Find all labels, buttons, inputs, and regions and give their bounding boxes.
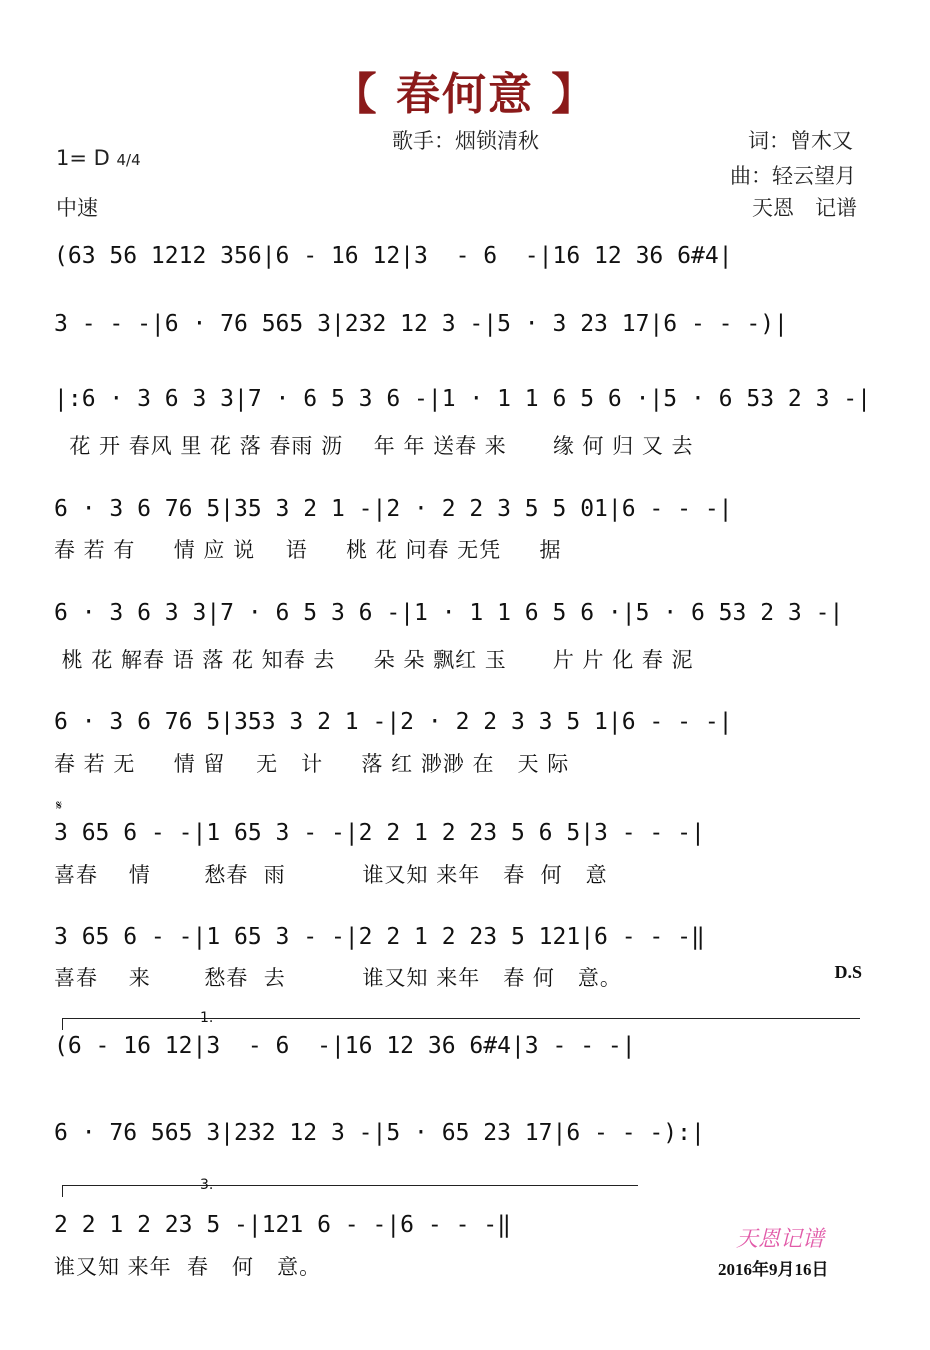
key-signature <box>56 146 141 170</box>
score-row-1: (63 56 1212 356|6 - 16 12|3 - 6 -|16 12 36 6#4| <box>54 243 733 269</box>
lyric-row-5: 桃 花 解春 语 落 花 知春 去 朵 朵 飘红 玉 片 片 化 春 泥 <box>54 648 694 672</box>
transcriber: 天恩 记谱 <box>752 196 857 220</box>
lyricist: 词：曾木又 <box>748 129 853 153</box>
watermark-logo: 天恩记谱 <box>736 1226 825 1251</box>
volta-1-label: 1. <box>200 1010 214 1026</box>
score-row-5: 6 · 3 6 3 3|7 · 6 5 3 6 -|1 · 1 1 6 5 6 ·|5 · 6 53 2 3 -| <box>54 600 844 626</box>
volta-3-hook <box>62 1185 63 1197</box>
score-row-6: 6 · 3 6 76 5|353 3 2 1 -|2 · 2 2 3 3 5 1|6 - - -| <box>54 709 733 735</box>
score-row-11: 2 2 1 2 23 5 -|121 6 - -|6 - - -‖ <box>54 1212 511 1238</box>
song-title: 【 春何意 】 <box>332 69 598 120</box>
lyric-row-7: 喜春 情 愁春 雨 谁又知 来年 春 何 意 <box>54 863 608 887</box>
score-row-10: 6 · 76 565 3|232 12 3 -|5 · 65 23 17|6 - - -):| <box>54 1120 705 1146</box>
volta-1-hook <box>62 1018 63 1030</box>
ds-marking: D.S <box>834 962 862 982</box>
lyric-row-4: 春 若 有 情 应 说 语 桃 花 问春 无凭 据 <box>54 538 562 562</box>
lyric-row-11: 谁又知 来年 春 何 意。 <box>54 1255 322 1279</box>
lyric-row-3: 花 开 春风 里 花 落 春雨 沥 年 年 送春 来 缘 何 归 又 去 <box>54 434 694 458</box>
lyric-row-6: 春 若 无 情 留 无 计 落 红 渺渺 在 天 际 <box>54 752 570 776</box>
score-row-4: 6 · 3 6 76 5|35 3 2 1 -|2 · 2 2 3 5 5 01|6 - - -| <box>54 496 733 522</box>
singer: 歌手：烟锁清秋 <box>392 129 539 153</box>
tempo: 中速 <box>56 196 98 220</box>
key-label: 1= D <box>56 146 110 170</box>
date-stamp: 2016年9月16日 <box>718 1260 829 1279</box>
score-row-2: 3 - - -|6 · 76 565 3|232 12 3 -|5 · 3 23 17|6 - - -)| <box>54 311 788 337</box>
score-row-7: 3 65 6 - -|1 65 3 - -|2 2 1 2 23 5 6 5|3 - - -| <box>54 820 705 846</box>
volta-3-label: 3. <box>200 1177 214 1193</box>
score-row-9: (6 - 16 12|3 - 6 -|16 12 36 6#4|3 - - -| <box>54 1033 636 1059</box>
segno-sign: 𝄋 <box>56 798 63 814</box>
score-row-8: 3 65 6 - -|1 65 3 - -|2 2 1 2 23 5 121|6 - - -‖ <box>54 924 705 950</box>
score-row-3: |:6 · 3 6 3 3|7 · 6 5 3 6 -|1 · 1 1 6 5 6 ·|5 · 6 53 2 3 -| <box>54 386 871 412</box>
volta-1-bracket <box>62 1018 860 1019</box>
time-signature: 4/4 <box>116 151 141 169</box>
composer: 曲：轻云望月 <box>730 164 856 188</box>
lyric-row-8: 喜春 来 愁春 去 谁又知 来年 春 何 意。 <box>54 966 622 990</box>
volta-3-bracket <box>62 1185 638 1186</box>
